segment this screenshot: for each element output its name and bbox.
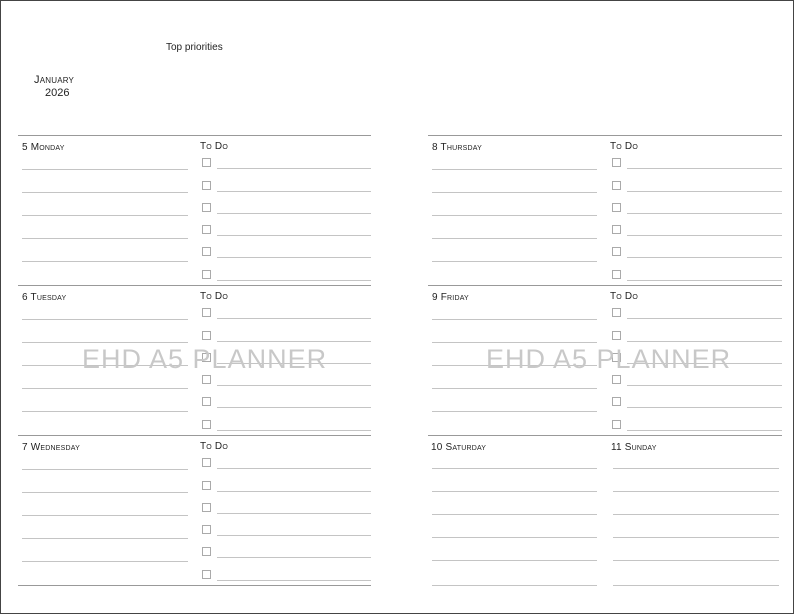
note-line[interactable]	[432, 388, 597, 389]
watermark-left: EHD A5 PLANNER	[82, 344, 328, 374]
todo-line[interactable]	[627, 430, 782, 431]
note-line[interactable]	[22, 411, 188, 412]
todo-line[interactable]	[217, 213, 371, 214]
todo-checkbox[interactable]	[202, 547, 211, 556]
note-line[interactable]	[432, 192, 597, 193]
note-line[interactable]	[432, 342, 597, 343]
todo-checkbox[interactable]	[202, 525, 211, 534]
todo-line[interactable]	[217, 535, 371, 536]
todo-line[interactable]	[217, 513, 371, 514]
weekend-divider	[428, 435, 782, 436]
todo-checkbox[interactable]	[202, 420, 211, 429]
note-line[interactable]	[22, 469, 188, 470]
sunday-line[interactable]	[613, 514, 779, 515]
todo-line[interactable]	[627, 341, 782, 342]
month-label: January	[34, 74, 75, 86]
saturday-line[interactable]	[432, 491, 597, 492]
todo-line[interactable]	[217, 257, 371, 258]
todo-checkbox[interactable]	[612, 203, 621, 212]
todo-checkbox[interactable]	[612, 270, 621, 279]
note-line[interactable]	[432, 169, 597, 170]
todo-checkbox[interactable]	[612, 225, 621, 234]
saturday-line[interactable]	[432, 514, 597, 515]
sunday-line[interactable]	[613, 585, 779, 586]
watermark-right: EHD A5 PLANNER	[486, 344, 732, 374]
todo-checkbox[interactable]	[202, 375, 211, 384]
sunday-line[interactable]	[613, 537, 779, 538]
todo-checkbox[interactable]	[202, 225, 211, 234]
sunday-line[interactable]	[613, 468, 779, 469]
note-line[interactable]	[22, 238, 188, 239]
note-line[interactable]	[22, 319, 188, 320]
day-label: 9 Friday	[432, 292, 469, 303]
todo-line[interactable]	[217, 341, 371, 342]
todo-checkbox[interactable]	[612, 247, 621, 256]
todo-line[interactable]	[217, 191, 371, 192]
todo-line[interactable]	[627, 280, 782, 281]
note-line[interactable]	[432, 261, 597, 262]
note-line[interactable]	[22, 215, 188, 216]
todo-line[interactable]	[217, 557, 371, 558]
todo-line[interactable]	[627, 213, 782, 214]
sunday-line[interactable]	[613, 491, 779, 492]
todo-line[interactable]	[217, 430, 371, 431]
todo-line[interactable]	[627, 407, 782, 408]
note-line[interactable]	[432, 238, 597, 239]
todo-checkbox[interactable]	[202, 203, 211, 212]
note-line[interactable]	[22, 561, 188, 562]
todo-checkbox[interactable]	[612, 397, 621, 406]
todo-checkbox[interactable]	[612, 331, 621, 340]
todo-checkbox[interactable]	[612, 158, 621, 167]
todo-label: To Do	[610, 141, 638, 152]
note-line[interactable]	[22, 515, 188, 516]
top-priorities-label: Top priorities	[166, 42, 223, 53]
todo-line[interactable]	[217, 318, 371, 319]
day-section-divider	[18, 135, 371, 136]
todo-line[interactable]	[627, 235, 782, 236]
todo-checkbox[interactable]	[202, 247, 211, 256]
day-label: 5 Monday	[22, 142, 65, 153]
note-line[interactable]	[22, 388, 188, 389]
todo-line[interactable]	[217, 580, 371, 581]
saturday-line[interactable]	[432, 585, 597, 586]
day-section-divider	[428, 135, 782, 136]
todo-line[interactable]	[217, 235, 371, 236]
saturday-label: 10 Saturday	[431, 442, 487, 453]
todo-checkbox[interactable]	[202, 270, 211, 279]
todo-label: To Do	[200, 141, 228, 152]
todo-checkbox[interactable]	[202, 397, 211, 406]
todo-checkbox[interactable]	[202, 331, 211, 340]
todo-checkbox[interactable]	[202, 308, 211, 317]
day-section-divider	[18, 435, 371, 436]
saturday-line[interactable]	[432, 560, 597, 561]
note-line[interactable]	[22, 342, 188, 343]
todo-checkbox[interactable]	[612, 308, 621, 317]
note-line[interactable]	[22, 169, 188, 170]
day-label: 7 Wednesday	[22, 442, 80, 453]
note-line[interactable]	[22, 261, 188, 262]
day-label: 8 Thursday	[432, 142, 482, 153]
note-line[interactable]	[432, 411, 597, 412]
todo-line[interactable]	[217, 491, 371, 492]
sunday-label: 11 Sunday	[611, 442, 657, 453]
day-label: 6 Tuesday	[22, 292, 67, 303]
todo-line[interactable]	[217, 407, 371, 408]
note-line[interactable]	[22, 538, 188, 539]
saturday-line[interactable]	[432, 537, 597, 538]
todo-line[interactable]	[217, 468, 371, 469]
year-label: 2026	[45, 87, 70, 99]
page-bottom-line	[18, 585, 371, 586]
note-line[interactable]	[432, 319, 597, 320]
todo-checkbox[interactable]	[202, 570, 211, 579]
day-section-divider	[18, 285, 371, 286]
todo-label: To Do	[200, 291, 228, 302]
todo-checkbox[interactable]	[612, 375, 621, 384]
todo-line[interactable]	[217, 385, 371, 386]
todo-line[interactable]	[627, 257, 782, 258]
sunday-line[interactable]	[613, 560, 779, 561]
todo-line[interactable]	[217, 280, 371, 281]
todo-line[interactable]	[627, 318, 782, 319]
todo-line[interactable]	[627, 385, 782, 386]
todo-checkbox[interactable]	[612, 420, 621, 429]
todo-checkbox[interactable]	[612, 181, 621, 190]
note-line[interactable]	[22, 492, 188, 493]
saturday-line[interactable]	[432, 468, 597, 469]
todo-label: To Do	[610, 291, 638, 302]
todo-line[interactable]	[627, 168, 782, 169]
note-line[interactable]	[432, 215, 597, 216]
todo-checkbox[interactable]	[202, 458, 211, 467]
todo-checkbox[interactable]	[202, 158, 211, 167]
day-section-divider	[428, 285, 782, 286]
todo-checkbox[interactable]	[202, 503, 211, 512]
todo-line[interactable]	[627, 191, 782, 192]
note-line[interactable]	[22, 192, 188, 193]
todo-checkbox[interactable]	[202, 481, 211, 490]
todo-line[interactable]	[217, 168, 371, 169]
todo-label: To Do	[200, 441, 228, 452]
todo-checkbox[interactable]	[202, 181, 211, 190]
